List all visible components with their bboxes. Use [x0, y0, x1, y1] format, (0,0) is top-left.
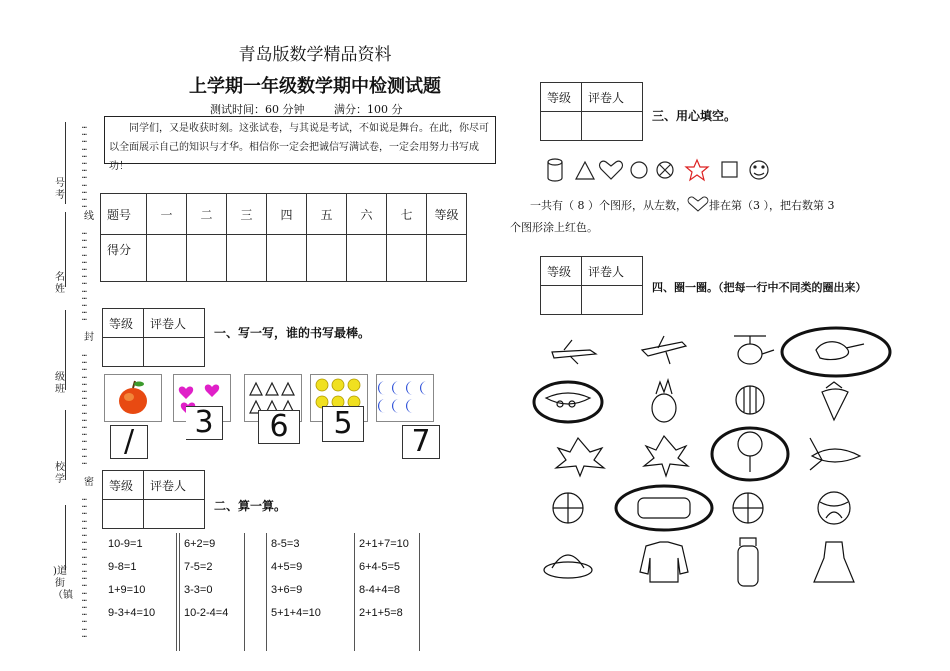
helicopter-icon: [734, 336, 774, 364]
grade-label: 等级: [103, 309, 144, 338]
binding-label-seal: 封: [84, 332, 94, 343]
question-text-2: 排在第（3 ），把右数第 3: [709, 199, 835, 212]
heart-icon: [600, 161, 623, 179]
score-table: [100, 193, 467, 282]
score-input-cell[interactable]: [227, 235, 267, 282]
section2-title: 二、算一算。: [214, 499, 287, 513]
maple-leaf-icon: [556, 438, 604, 476]
star-icon: [686, 160, 708, 180]
calc-item: 8-5=3: [271, 538, 300, 550]
calc-item: 1+9=10: [108, 584, 146, 596]
score-input-cell[interactable]: [427, 235, 467, 282]
shape-sequence: [544, 157, 774, 185]
calc-column-3: [266, 533, 347, 651]
side-label-name: 名姓: [55, 272, 65, 295]
grade-input-cell[interactable]: [541, 112, 582, 141]
score-row-label: 得分: [101, 235, 147, 282]
calc-item: 3+6=9: [271, 584, 303, 596]
write-box-1[interactable]: /: [110, 425, 148, 459]
pineapple-icon: [652, 380, 676, 422]
calc-column-2: [179, 533, 245, 651]
dotted-line: … … … … … … … … … … … …: [82, 121, 86, 210]
grade-box-4: [540, 256, 643, 315]
question-text-1: 一共有（ 8 ）个图形，从左数，: [530, 199, 687, 212]
calc-item: 10-2-4=4: [184, 607, 229, 619]
calc-item: 3-3=0: [184, 584, 213, 596]
grader-input-cell[interactable]: [144, 338, 205, 367]
grade-label: 等级: [541, 257, 582, 286]
peas-icon: [534, 382, 602, 422]
calc-item: 9-8=1: [108, 561, 137, 573]
grader-label: 评卷人: [144, 471, 205, 500]
apple-icon: [105, 375, 161, 421]
calc-column-4: [354, 533, 420, 651]
side-label-street: )道街（镇: [53, 566, 73, 601]
watermelon-icon: [736, 386, 764, 414]
side-label-school: 校学: [55, 462, 65, 485]
heart-inline-icon: [687, 196, 709, 212]
calc-item: 5+1+4=10: [271, 607, 321, 619]
cylinder-icon: [548, 159, 562, 181]
basketball-icon: [733, 493, 763, 523]
score-cell-q6: 六: [347, 194, 387, 235]
jacket-icon: [640, 542, 688, 582]
binding-label-line: 线: [84, 211, 94, 222]
thermos-icon: [738, 538, 758, 586]
tree-icon: [712, 428, 788, 480]
score-cell-q4: 四: [267, 194, 307, 235]
write-box-5[interactable]: 7: [402, 425, 440, 459]
maple-leaf-icon: [644, 436, 688, 476]
score-cell-q2: 二: [187, 194, 227, 235]
side-label-exam-no: 号考: [55, 178, 65, 201]
basketball-icon: [553, 493, 583, 523]
calc-item: 2+1+5=8: [359, 607, 403, 619]
score-input-cell[interactable]: [267, 235, 307, 282]
circle-exercise-grid: [520, 320, 900, 590]
score-cell-q1: 一: [147, 194, 187, 235]
section1-title: 一、写一写，谁的书写最棒。: [214, 326, 371, 340]
grader-label: 评卷人: [582, 257, 643, 286]
page-title: 上学期一年级数学期中检测试题: [189, 76, 441, 97]
dotted-line: … … … … … … … … … … … … …: [82, 227, 86, 323]
grader-input-cell[interactable]: [144, 500, 205, 529]
calc-item: 10-9=1: [108, 538, 143, 550]
write-box-3[interactable]: 6: [258, 410, 300, 444]
full-score: 满分：100 分: [334, 103, 403, 116]
moons-card: [376, 374, 434, 422]
score-cell-q7: 七: [387, 194, 427, 235]
write-box-4[interactable]: 5: [322, 406, 364, 442]
grade-box-2: [102, 470, 205, 529]
grader-input-cell[interactable]: [582, 286, 643, 315]
calc-item: 7-5=2: [184, 561, 213, 573]
airplane-icon: [552, 340, 596, 364]
hat-icon: [544, 555, 592, 578]
dotted-line: … … … … … … … … … … … … … … … …: [82, 349, 86, 467]
score-input-cell[interactable]: [307, 235, 347, 282]
calc-item: 6+4-5=5: [359, 561, 400, 573]
leaf-branch-icon: [810, 438, 860, 470]
score-input-cell[interactable]: [147, 235, 187, 282]
binding-label-secret: 密: [84, 477, 94, 488]
bird-icon: [782, 328, 890, 376]
score-input-cell[interactable]: [347, 235, 387, 282]
calc-item: 6+2=9: [184, 538, 216, 550]
grade-label: 等级: [541, 83, 582, 112]
grade-box-1: [102, 308, 205, 367]
calc-item: 4+5=9: [271, 561, 303, 573]
grade-input-cell[interactable]: [541, 286, 582, 315]
section4-title: 四、圈一圈。（把每一行中不同类的圈出来）: [652, 281, 867, 294]
score-cell-q3: 三: [227, 194, 267, 235]
triangle-icon: [576, 162, 594, 179]
grader-label: 评卷人: [144, 309, 205, 338]
dotted-line: … … … … … … … … … … … … … … … … … … … …: [82, 493, 86, 639]
score-input-cell[interactable]: [187, 235, 227, 282]
dress-icon: [814, 542, 854, 582]
question-text-3: 个图形涂上红色。: [510, 221, 598, 234]
calc-item: 2+1+7=10: [359, 538, 409, 550]
calc-item: 9-3+4=10: [108, 607, 156, 619]
score-cell-q5: 五: [307, 194, 347, 235]
calc-item: 8-4+4=8: [359, 584, 400, 596]
grade-label: 等级: [103, 471, 144, 500]
score-input-cell[interactable]: [387, 235, 427, 282]
square-icon: [722, 162, 737, 177]
side-label-class: 级班: [55, 372, 65, 395]
apple-card: [104, 374, 162, 422]
grade-input-cell[interactable]: [103, 338, 144, 367]
notice-box: 同学们，又是收获时刻。这张试卷，与其说是考试，不如说是舞台。在此，你尽可以全面展示自己的知识与才华。相信你一定会把诚信写满试卷，一定会用努力书写成功！: [104, 116, 496, 164]
crescent-moons-icon: [377, 375, 433, 421]
grade-input-cell[interactable]: [103, 500, 144, 529]
score-table-header-row: [101, 194, 467, 235]
section3-question: [530, 191, 910, 220]
cylinder-block-icon: [616, 486, 712, 530]
strawberry-icon: [822, 382, 848, 420]
grader-label: 评卷人: [582, 83, 643, 112]
volleyball-icon: [818, 492, 850, 524]
score-table-score-row: [101, 235, 467, 282]
write-box-2[interactable]: 3: [186, 406, 223, 440]
grader-input-cell[interactable]: [582, 112, 643, 141]
section3-title: 三、用心填空。: [652, 109, 737, 123]
grade-box-3: [540, 82, 643, 141]
airplane-icon: [642, 336, 686, 364]
circle-icon: [631, 162, 647, 178]
crossed-circle-icon: [657, 162, 673, 178]
score-cell-label: 题号: [101, 194, 147, 235]
exam-meta: [210, 101, 429, 117]
calc-column-1: [104, 533, 177, 651]
binding-line: [65, 505, 66, 570]
exam-time: 测试时间：60 分钟: [210, 103, 305, 116]
smiley-icon: [750, 161, 768, 179]
source-title: 青岛版数学精品资料: [238, 45, 392, 65]
score-cell-grade: 等级: [427, 194, 467, 235]
